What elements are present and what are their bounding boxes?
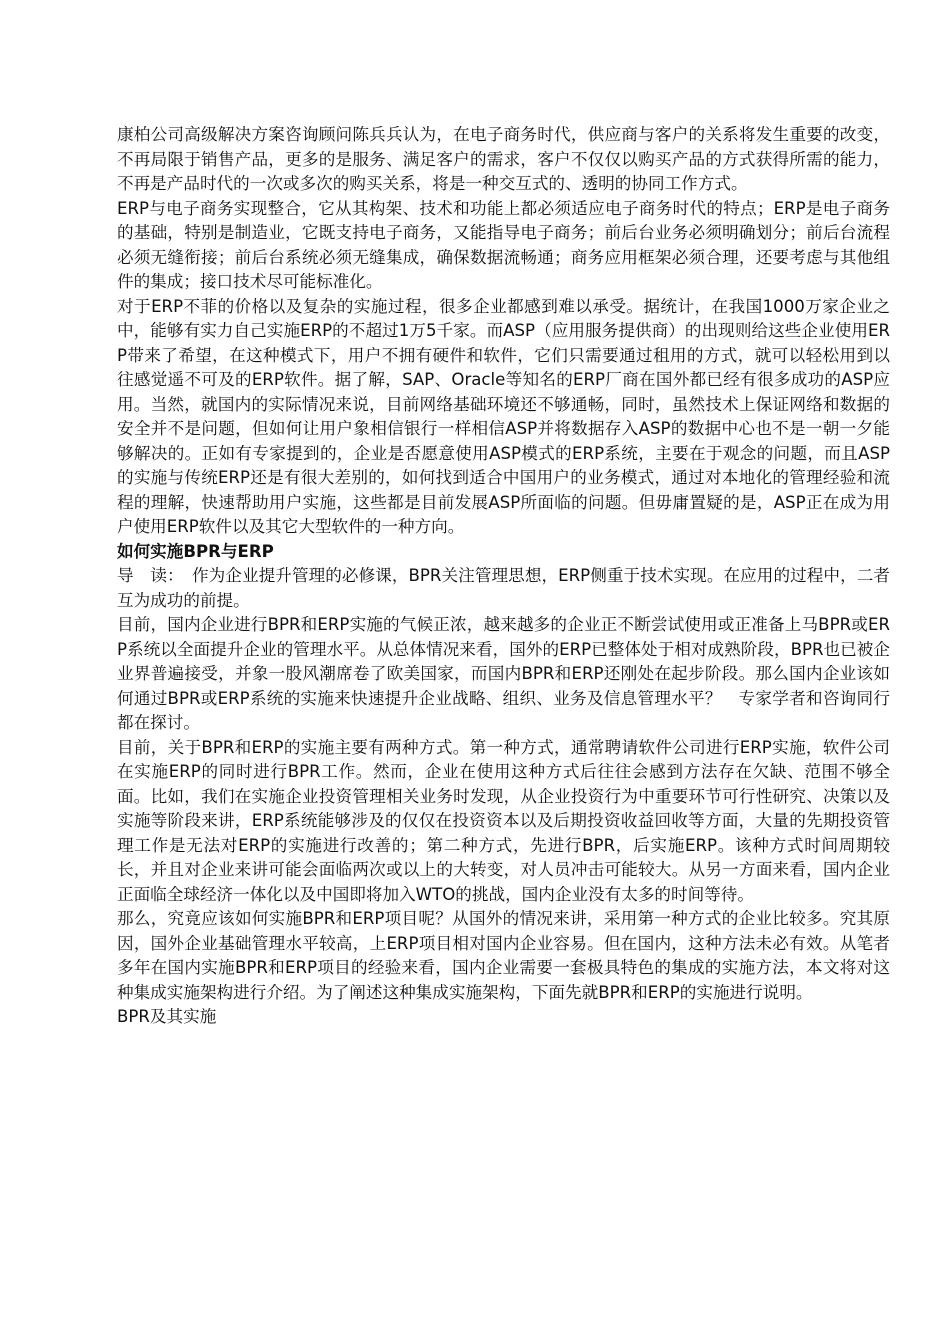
paragraph-how-to-implement: 那么，究竟应该如何实施BPR和ERP项目呢？从国外的情况来讲，采用第一种方式的企业比较多。究其原因，国外企业基础管理水平较高，上ERP项目相对国内企业容易。但在国内，这种方法未必有效。从笔者多年在国内实施BPR和ERP项目的经验来看，国内企业需要一套极具特色的集成的实施方法，本文将对这种集成实施架构进行介绍。为了阐述这种集成实施架构，下面先就BPR和ERP的实施进行说明。 [117, 909, 890, 1002]
subsection-title: BPR及其实施 [117, 1007, 217, 1026]
paragraph-erp-ecommerce: ERP与电子商务实现整合，它从其构架、技术和功能上都必须适应电子商务时代的特点；ERP是电子商务的基础，特别是制造业，它既支持电子商务，又能指导电子商务；前后台业务必须明确划分；前后台流程必须无缝衔接；前后台系统必须无缝集成，确保数据流畅通；商务应用框架必须合理，还要考虑与其他组件的集成；接口技术尽可能标准化。 [117, 198, 890, 291]
paragraph-guide: 导 读： 作为企业提升管理的必修课，BPR关注管理思想，ERP侧重于技术实现。在应用的过程中，二者互为成功的前提。 [117, 566, 890, 610]
paragraph-domestic-status: 目前，国内企业进行BPR和ERP实施的气候正浓，越来越多的企业正不断尝试使用或正准备上马BPR或ERP系统以全面提升企业的管理水平。从总体情况来看，国外的ERP已整体处于相对成熟阶段，BPR也已被企业界普遍接受，并象一股风潮席卷了欧美国家，而国内BPR和ERP还刚处在起步阶段。那么国内企业该如何通过BPR或ERP系统的实施来快速提升企业战略、组织、业务及信息管理水平？ 专家学者和咨询同行都在探讨。 [117, 615, 890, 732]
paragraph-compaq-consultant: 康柏公司高级解决方案咨询顾问陈兵兵认为，在电子商务时代，供应商与客户的关系将发生重要的改变，不再局限于销售产品，更多的是服务、满足客户的需求，客户不仅仅以购买产品的方式获得所需的能力，不再是产品时代的一次或多次的购买关系，将是一种交互式的、透明的协同工作方式。 [117, 125, 890, 193]
paragraph-asp-model: 对于ERP不菲的价格以及复杂的实施过程，很多企业都感到难以承受。据统计，在我国1000万家企业之中，能够有实力自己实施ERP的不超过1万5千家。而ASP（应用服务提供商）的出现则给这些企业使用ERP带来了希望，在这种模式下，用户不拥有硬件和软件，它们只需要通过租用的方式，就可以轻松用到以往感觉遥不可及的ERP软件。据了解，SAP、Oracle等知名的ERP厂商在国外都已经有很多成功的ASP应用。当然，就国内的实际情况来说，目前网络基础环境还不够通畅，同时，虽然技术上保证网络和数据的安全并不是问题，但如何让用户象相信银行一样相信ASP并将数据存入ASP的数据中心也不是一朝一夕能够解决的。正如有专家提到的，企业是否愿意使用ASP模式的ERP系统，主要在于观念的问题，而且ASP的实施与传统ERP还是有很大差别的，如何找到适合中国用户的业务模式，通过对本地化的管理经验和流程的理解，快速帮助用户实施，这些都是目前发展ASP所面临的问题。但毋庸置疑的是，ASP正在成为用户使用ERP软件以及其它大型软件的一种方向。 [117, 296, 890, 536]
paragraph-two-methods: 目前，关于BPR和ERP的实施主要有两种方式。第一种方式，通常聘请软件公司进行ERP实施，软件公司在实施ERP的同时进行BPR工作。然而，企业在使用这种方式后往往会感到方法存在欠缺、范围不够全面。比如，我们在实施企业投资管理相关业务时发现，从企业投资行为中重要环节可行性研究、决策以及实施等阶段来讲，ERP系统能够涉及的仅仅在投资资本以及后期投资收益回收等方面，大量的先期投资管理工作是无法对ERP的实施进行改善的；第二种方式，先进行BPR，后实施ERP。该种方式时间周期较长，并且对企业来讲可能会面临两次或以上的大转变，对人员冲击可能较大。从另一方面来看，国内企业正面临全球经济一体化以及中国即将加入WTO的挑战，国内企业没有太多的时间等待。 [117, 737, 890, 904]
section-heading: 如何实施BPR与ERP [117, 541, 274, 561]
